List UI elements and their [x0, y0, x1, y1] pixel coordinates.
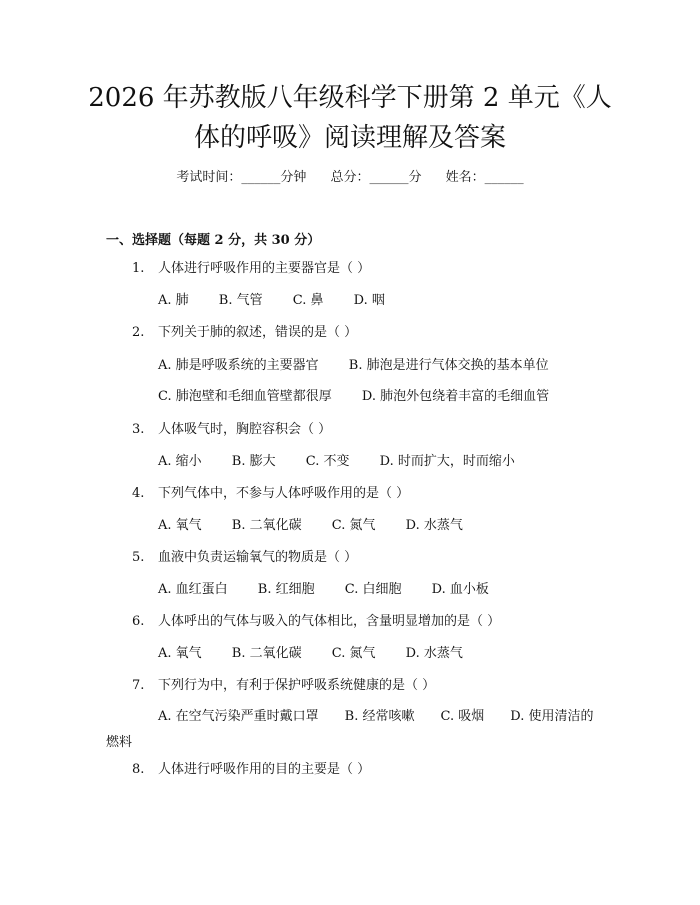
question-text: 下列关于肺的叙述，错误的是（ ）	[158, 325, 358, 340]
option-b: B. 肺泡是进行气体交换的基本单位	[348, 358, 549, 373]
question-text: 人体吸气时，胸腔容积会（ ）	[158, 422, 332, 437]
option-d: D. 水蒸气	[405, 646, 463, 661]
question-number: 8.	[132, 762, 145, 777]
question-number: 3.	[132, 422, 145, 437]
question-2-options-row2	[158, 387, 575, 407]
question-1-options	[158, 291, 411, 311]
exam-name: 姓名：______	[445, 170, 524, 185]
title-line-2: 体的呼吸》阅读理解及答案	[193, 123, 506, 153]
option-d: D. 血小板	[431, 582, 489, 597]
option-d: D. 水蒸气	[405, 518, 463, 533]
option-a: A. 氧气	[158, 646, 202, 661]
option-d: D. 时而扩大，时而缩小	[379, 454, 515, 469]
question-4-options	[158, 516, 489, 536]
question-5-options	[158, 580, 515, 600]
option-c: C. 肺泡壁和毛细血管壁都很厚	[158, 389, 332, 404]
option-c: C. 不变	[305, 454, 350, 469]
option-b: B. 红细胞	[257, 582, 315, 597]
option-c: C. 吸烟	[440, 709, 485, 724]
question-text: 下列行为中，有利于保护呼吸系统健康的是（ ）	[158, 678, 436, 693]
option-d: D. 使用清洁的燃料	[106, 709, 594, 750]
option-b: B. 二氧化碳	[231, 646, 302, 661]
question-6-options	[158, 644, 489, 664]
question-text: 人体呼出的气体与吸入的气体相比，含量明显增加的是（ ）	[158, 614, 501, 629]
option-b: B. 气管	[218, 293, 263, 308]
question-number: 4.	[132, 486, 145, 501]
question-text: 下列气体中，不参与人体呼吸作用的是（ ）	[158, 486, 410, 501]
question-7	[132, 676, 435, 696]
exam-score: 总分：______分	[330, 170, 422, 185]
question-number: 5.	[132, 550, 145, 565]
option-c: C. 氮气	[331, 518, 376, 533]
question-3-options	[158, 452, 541, 472]
question-7-options	[106, 704, 596, 756]
question-4	[132, 484, 409, 504]
option-c: C. 白细胞	[344, 582, 402, 597]
option-a: A. 肺	[158, 293, 189, 308]
option-a: A. 缩小	[158, 454, 202, 469]
option-a: A. 血红蛋白	[158, 582, 228, 597]
question-2	[132, 323, 357, 343]
question-number: 1.	[132, 261, 145, 276]
question-5	[132, 548, 357, 568]
document-title	[60, 78, 640, 158]
option-c: C. 鼻	[292, 293, 324, 308]
option-a: A. 肺是呼吸系统的主要器官	[158, 358, 319, 373]
option-c: C. 氮气	[331, 646, 376, 661]
question-text: 人体进行呼吸作用的主要器官是（ ）	[158, 261, 371, 276]
option-b: B. 膨大	[231, 454, 276, 469]
question-number: 7.	[132, 678, 145, 693]
question-number: 2.	[132, 325, 145, 340]
option-a: A. 在空气污染严重时戴口罩	[158, 709, 319, 724]
option-a: A. 氧气	[158, 518, 202, 533]
exam-meta	[0, 168, 700, 188]
option-b: B. 二氧化碳	[231, 518, 302, 533]
question-6	[132, 612, 500, 632]
section-heading: 一、选择题（每题 2 分，共 30 分）	[106, 233, 321, 248]
option-d: D. 咽	[353, 293, 385, 308]
option-d: D. 肺泡外包绕着丰富的毛细血管	[361, 389, 550, 404]
title-line-1: 2026 年苏教版八年级科学下册第 2 单元《人	[88, 83, 612, 113]
question-1	[132, 259, 370, 279]
question-8	[132, 760, 370, 780]
exam-time: 考试时间：______分钟	[176, 170, 307, 185]
question-text: 人体进行呼吸作用的目的主要是（ ）	[158, 762, 371, 777]
question-number: 6.	[132, 614, 145, 629]
question-2-options-row1	[158, 356, 575, 376]
question-3	[132, 420, 331, 440]
option-b: B. 经常咳嗽	[344, 709, 415, 724]
question-text: 血液中负责运输氧气的物质是（ ）	[158, 550, 358, 565]
